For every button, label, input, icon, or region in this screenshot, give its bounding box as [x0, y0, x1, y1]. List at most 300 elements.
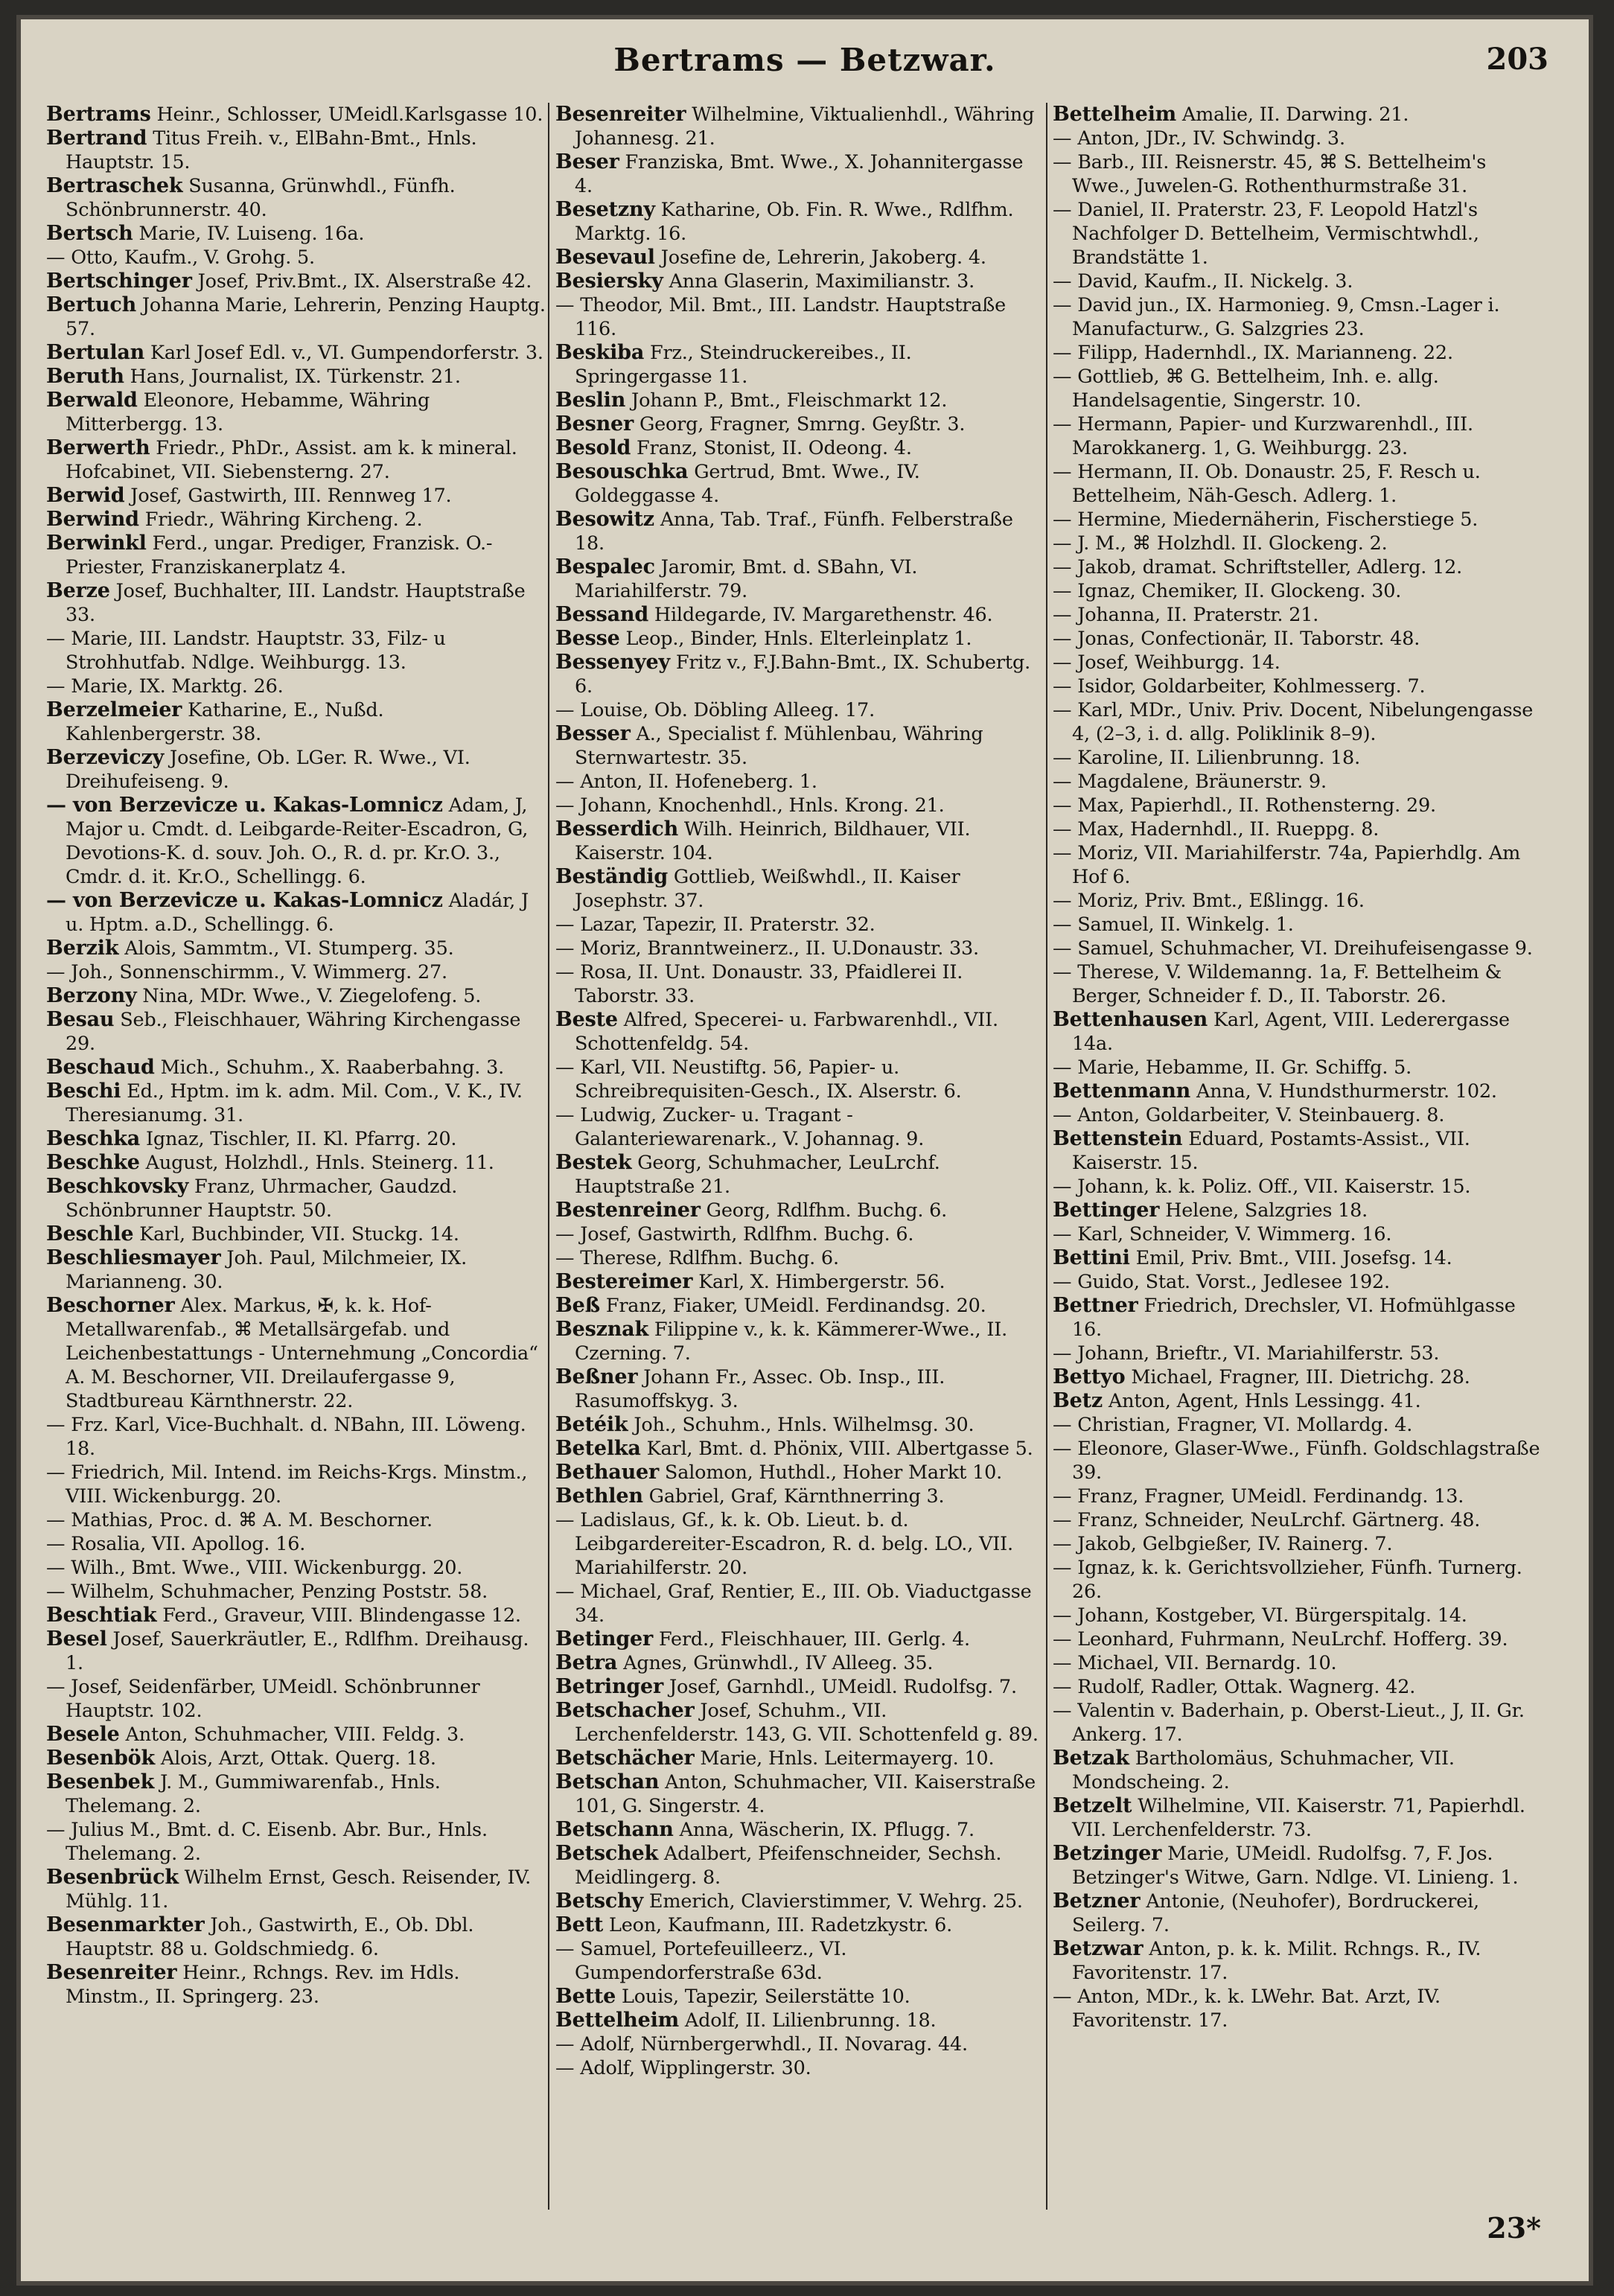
- directory-entry: [46, 1294, 546, 1413]
- directory-entry: [555, 1294, 1044, 1318]
- entry-surname: Bettelheim: [1053, 103, 1177, 126]
- entry-surname: Bette: [555, 1985, 616, 2008]
- directory-entry: [1053, 1890, 1547, 1937]
- entry-surname: Betschann: [555, 1818, 674, 1841]
- entry-details: Leop., Binder, Hnls. Elterleinplatz 1.: [619, 628, 972, 650]
- entry-details: Leon, Kaufmann, III. Radetzkystr. 6.: [603, 1914, 953, 1936]
- directory-entry: [1053, 1413, 1547, 1437]
- entry-details: Anna Glaserin, Maximilianstr. 3.: [663, 270, 975, 293]
- entry-details: — Jonas, Confectionär, II. Taborstr. 48.: [1053, 628, 1420, 650]
- directory-entry: [1053, 1651, 1547, 1675]
- entry-surname: Beruth: [46, 365, 124, 388]
- entry-details: Wilhelm Ernst, Gesch. Reisender, IV. Mühlg. 11.: [66, 1866, 532, 1913]
- entry-surname: Betinger: [555, 1627, 654, 1651]
- directory-entry: [1053, 1937, 1547, 1985]
- entry-details: Josefine de, Lehrerin, Jakoberg. 4.: [654, 246, 986, 269]
- entry-surname: Besserdich: [555, 817, 679, 841]
- entry-details: Johann P., Bmt., Fleischmarkt 12.: [625, 389, 948, 412]
- entry-details: — Eleonore, Glaser-Wwe., Fünfh. Goldschlagstraße 39.: [1053, 1438, 1540, 1484]
- entry-surname: Besner: [555, 412, 634, 436]
- entry-details: Josefine, Ob. LGer. R. Wwe., VI. Dreihufeiseng. 9.: [66, 747, 471, 793]
- entry-details: — Johann, Knochenhdl., Hnls. Krong. 21.: [555, 794, 945, 817]
- directory-entry: [1053, 1056, 1547, 1080]
- entry-details: Filippine v., k. k. Kämmerer-Wwe., II. Czerning. 7.: [575, 1318, 1007, 1365]
- directory-entry: [555, 1675, 1044, 1699]
- directory-entry: [1053, 603, 1547, 627]
- entry-details: — Filipp, Hadernhdl., IX. Marianneng. 22.: [1053, 342, 1453, 364]
- entry-surname: Bettenhausen: [1053, 1008, 1208, 1031]
- directory-entry: [46, 1222, 546, 1246]
- entry-surname: Beslin: [555, 389, 626, 412]
- entry-details: Michael, Fragner, III. Dietrichg. 28.: [1125, 1366, 1470, 1388]
- directory-entry: [46, 746, 546, 794]
- entry-details: Eduard, Postamts-Assist., VII. Kaiserstr. 15.: [1072, 1128, 1470, 1174]
- entry-details: — Hermann, Papier- und Kurzwarenhdl., III. Marokkanerg. 1, G. Weihburgg. 23.: [1053, 413, 1473, 459]
- entry-details: Alex. Markus, ✠, k. k. Hof-Metallwarenfab., ⌘ Metallsärgefab. und Leichenbestattungs - Unternehmung „Concordia“ A. M. Beschorner, VII. Dreilaufergasse 9, Stadtbureau Kärnthnerstr. 22.: [66, 1295, 538, 1412]
- directory-entry: [555, 865, 1044, 913]
- entry-details: — Wilh., Bmt. Wwe., VIII. Wickenburgg. 20.: [46, 1557, 463, 1579]
- entry-details: Georg, Schuhmacher, LeuLrchf. Hauptstraße 21.: [575, 1152, 940, 1198]
- entry-details: — Christian, Fragner, VI. Mollardg. 4.: [1053, 1414, 1413, 1436]
- entry-details: — David jun., IX. Harmonieg. 9, Cmsn.-Lager i. Manufacturw., G. Salzgries 23.: [1053, 294, 1500, 340]
- directory-entry: [46, 1413, 546, 1461]
- directory-entry: [46, 103, 546, 127]
- entry-surname: Bertrams: [46, 103, 151, 126]
- entry-details: — Magdalene, Bräunerstr. 9.: [1053, 771, 1327, 793]
- entry-surname: Beß: [555, 1294, 600, 1317]
- directory-entry: [1053, 913, 1547, 937]
- entry-surname: Betzner: [1053, 1890, 1141, 1913]
- entry-details: — Julius M., Bmt. d. C. Eisenb. Abr. Bur., Hnls. Thelemang. 2.: [46, 1819, 488, 1865]
- entry-surname: Berzelmeier: [46, 698, 182, 721]
- entry-details: Helene, Salzgries 18.: [1159, 1199, 1368, 1222]
- entry-details: — Johanna, II. Praterstr. 21.: [1053, 604, 1319, 626]
- directory-entry: [555, 722, 1044, 770]
- directory-entry: [555, 436, 1044, 460]
- entry-details: — Marie, IX. Marktg. 26.: [46, 675, 284, 698]
- entry-details: Wilhelmine, Viktualienhdl., Währing Johannesg. 21.: [575, 103, 1035, 150]
- entry-details: — Daniel, II. Praterstr. 23, F. Leopold Hatzl's Nachfolger D. Bettelheim, Vermischtwhdl., Brandstätte 1.: [1053, 199, 1479, 269]
- entry-surname: Besel: [46, 1627, 107, 1651]
- directory-entry: [555, 1365, 1044, 1413]
- directory-entry: [1053, 555, 1547, 579]
- entry-surname: Bettyo: [1053, 1365, 1126, 1388]
- directory-entry: [555, 150, 1044, 198]
- entry-details: Antonie, (Neuhofer), Bordruckerei, Seilerg. 7.: [1072, 1890, 1479, 1936]
- entry-surname: Bertsch: [46, 222, 133, 245]
- directory-entry: [1053, 817, 1547, 841]
- directory-entry: [1053, 532, 1547, 555]
- directory-entry: [1053, 1699, 1547, 1747]
- entry-surname: Beskiba: [555, 341, 645, 364]
- entry-surname: Beschliesmayer: [46, 1246, 221, 1269]
- entry-details: Louis, Tapezir, Seilerstätte 10.: [616, 1986, 910, 2008]
- entry-details: — Valentin v. Baderhain, p. Oberst-Lieut., J, II. Gr. Ankerg. 17.: [1053, 1700, 1525, 1746]
- directory-entry: [1053, 1627, 1547, 1651]
- directory-entry: [1053, 746, 1547, 770]
- directory-entry: [1053, 412, 1547, 460]
- entry-details: Anna, Wäscherin, IX. Pflugg. 7.: [673, 1819, 975, 1841]
- directory-entry: [46, 1461, 546, 1508]
- entry-details: Johann Fr., Assec. Ob. Insp., III. Rasumoffskyg. 3.: [575, 1366, 945, 1412]
- entry-details: Marie, IV. Luiseng. 16a.: [133, 223, 365, 245]
- entry-details: Georg, Rdlfhm. Buchg. 6.: [700, 1199, 948, 1222]
- directory-entry: [555, 651, 1044, 698]
- directory-entry: [555, 1770, 1044, 1818]
- entry-details: — Wilhelm, Schuhmacher, Penzing Poststr. 58.: [46, 1581, 488, 1603]
- directory-entry: [1053, 1080, 1547, 1103]
- entry-details: Friedr., PhDr., Assist. am k. k mineral. Hofcabinet, VII. Siebensterng. 27.: [66, 437, 517, 483]
- entry-details: Franziska, Bmt. Wwe., X. Johannitergasse 4.: [575, 151, 1024, 197]
- entry-details: Josef, Schuhm., VII. Lerchenfelderstr. 143, G. VII. Schottenfeld g. 89.: [575, 1700, 1039, 1746]
- directory-entry: [1053, 1985, 1547, 2032]
- directory-entry: [555, 508, 1044, 555]
- entry-details: — Rudolf, Radler, Ottak. Wagnerg. 42.: [1053, 1676, 1416, 1698]
- entry-surname: Bestek: [555, 1151, 632, 1174]
- entry-details: — Lazar, Tapezir, II. Praterstr. 32.: [555, 913, 875, 936]
- entry-surname: Bertrand: [46, 127, 147, 150]
- directory-entry: [555, 103, 1044, 150]
- entry-details: Friedr., Währing Kircheng. 2.: [138, 508, 423, 531]
- entry-details: Emerich, Clavierstimmer, V. Wehrg. 25.: [643, 1890, 1023, 1913]
- entry-details: — J. M., ⌘ Holzhdl. II. Glockeng. 2.: [1053, 532, 1388, 555]
- directory-entry: [555, 246, 1044, 270]
- directory-entry: [1053, 579, 1547, 603]
- entry-details: Katharine, E., Nußd. Kahlenbergerstr. 38.: [66, 699, 384, 745]
- entry-details: — Johann, Brieftr., VI. Mariahilferstr. 53.: [1053, 1342, 1440, 1365]
- directory-entry: [46, 698, 546, 746]
- column-3: [1053, 103, 1547, 2172]
- directory-entry: [555, 1985, 1044, 2009]
- directory-entry: [1053, 1842, 1547, 1890]
- directory-entry: [46, 1508, 546, 1532]
- directory-entry: [46, 532, 546, 579]
- directory-entry: [1053, 889, 1547, 913]
- entry-surname: Bertuch: [46, 293, 136, 316]
- entry-details: Katharine, Ob. Fin. R. Wwe., Rdlfhm. Marktg. 16.: [575, 199, 1014, 245]
- entry-surname: — von Berzevicze u. Kakas-Lomnicz: [46, 794, 443, 817]
- directory-entry: [46, 675, 546, 698]
- entry-surname: Beständig: [555, 865, 669, 888]
- entry-surname: Bessenyey: [555, 651, 670, 674]
- directory-entry: [1053, 1103, 1547, 1127]
- directory-entry: [1053, 1342, 1547, 1365]
- directory-entry: [46, 1604, 546, 1627]
- entry-details: — Karl, MDr., Univ. Priv. Docent, Nibelungengasse 4, (2–3, i. d. allg. Poliklinik 8–9).: [1053, 699, 1534, 745]
- entry-surname: Besenreiter: [555, 103, 686, 126]
- entry-details: — Michael, Graf, Rentier, E., III. Ob. Viaductgasse 34.: [555, 1581, 1032, 1627]
- entry-surname: Berzeviczy: [46, 746, 165, 769]
- entry-surname: Betzak: [1053, 1747, 1129, 1770]
- directory-entry: [1053, 698, 1547, 746]
- entry-details: — Guido, Stat. Vorst., Jedlesee 192.: [1053, 1271, 1390, 1293]
- entry-surname: Betelka: [555, 1437, 641, 1460]
- entry-surname: Bertulan: [46, 341, 145, 364]
- directory-entry: [46, 270, 546, 293]
- entry-details: — Therese, Rdlfhm. Buchg. 6.: [555, 1247, 839, 1269]
- entry-surname: Berwald: [46, 389, 138, 412]
- directory-entry: [46, 174, 546, 222]
- directory-entry: [1053, 1556, 1547, 1604]
- entry-details: — Franz, Fragner, UMeidl. Ferdinandg. 13.: [1053, 1485, 1464, 1508]
- running-head: Bertrams — Betzwar.: [613, 42, 996, 78]
- entry-details: — Moriz, Priv. Bmt., Eßlingg. 16.: [1053, 890, 1365, 912]
- directory-entry: [1053, 508, 1547, 532]
- entry-details: — Franz, Schneider, NeuLrchf. Gärtnerg. 48.: [1053, 1509, 1481, 1531]
- entry-details: Wilh. Heinrich, Bildhauer, VII. Kaiserstr. 104.: [575, 818, 971, 864]
- entry-surname: Beschi: [46, 1080, 121, 1103]
- entry-details: Nina, MDr. Wwe., V. Ziegelofeng. 5.: [136, 985, 482, 1007]
- directory-entry: [555, 1580, 1044, 1627]
- directory-entry: [1053, 1222, 1547, 1246]
- entry-surname: Beschle: [46, 1222, 134, 1246]
- entry-details: — Barb., III. Reisnerstr. 45, ⌘ S. Bettelheim's Wwe., Juwelen-G. Rothenthurmstraße 31.: [1053, 151, 1487, 197]
- directory-entry: [46, 579, 546, 627]
- page-number: 203: [1486, 42, 1548, 77]
- entry-details: — Anton, II. Hofeneberg. 1.: [555, 771, 817, 793]
- entry-surname: Betschan: [555, 1770, 660, 1793]
- directory-entry: [555, 603, 1044, 627]
- entry-details: Aladár, J u. Hptm. a.D., Schellingg. 6.: [66, 890, 529, 936]
- directory-entry: [46, 1580, 546, 1604]
- entry-details: A., Specialist f. Mühlenbau, Währing Sternwartestr. 35.: [575, 723, 983, 769]
- directory-entry: [1053, 127, 1547, 150]
- entry-details: Anna, Tab. Traf., Fünfh. Felberstraße 18.: [575, 508, 1013, 555]
- entry-details: Ferd., ungar. Prediger, Franzisk. O.-Priester, Franziskanerplatz 4.: [66, 532, 493, 578]
- column-divider: [548, 103, 549, 2210]
- entry-details: Alois, Sammtm., VI. Stumperg. 35.: [118, 937, 454, 960]
- entry-details: Gertrud, Bmt. Wwe., IV. Goldeggasse 4.: [575, 461, 920, 507]
- directory-entry: [555, 1246, 1044, 1270]
- directory-entry: [46, 1151, 546, 1175]
- entry-surname: Betschächer: [555, 1747, 695, 1770]
- entry-details: — Ludwig, Zucker- u. Tragant - Galanteriewarenark., V. Johannag. 9.: [555, 1104, 925, 1150]
- entry-details: Franz, Stonist, II. Odeong. 4.: [631, 437, 912, 459]
- entry-surname: Besiersky: [555, 270, 663, 293]
- directory-entry: [555, 1222, 1044, 1246]
- entry-surname: Besenreiter: [46, 1961, 177, 1984]
- entry-details: — Isidor, Goldarbeiter, Kohlmesserg. 7.: [1053, 675, 1426, 698]
- entry-surname: Beschka: [46, 1127, 141, 1150]
- directory-entry: [46, 1770, 546, 1818]
- directory-entry: [555, 2032, 1044, 2056]
- directory-entry: [1053, 293, 1547, 341]
- entry-details: Alfred, Specerei- u. Farbwarenhdl., VII. Schottenfeldg. 54.: [575, 1009, 998, 1055]
- entry-details: Adalbert, Pfeifenschneider, Sechsh. Meidlingerg. 8.: [575, 1843, 1002, 1889]
- directory-entry: [46, 293, 546, 341]
- entry-surname: Besznak: [555, 1318, 648, 1341]
- entry-details: Eleonore, Hebamme, Währing Mitterbergg. 13.: [66, 389, 430, 436]
- directory-entry: [46, 1246, 546, 1294]
- directory-entry: [555, 2056, 1044, 2080]
- entry-details: — Rosalia, VII. Apollog. 16.: [46, 1533, 306, 1555]
- directory-entry: [555, 1151, 1044, 1199]
- directory-entry: [46, 341, 546, 365]
- directory-entry: [46, 365, 546, 389]
- entry-surname: Bespalec: [555, 555, 655, 578]
- entry-details: Karl, Buchbinder, VII. Stuckg. 14.: [133, 1223, 459, 1246]
- entry-details: Josef, Gastwirth, III. Rennweg 17.: [124, 485, 452, 507]
- entry-surname: Berwid: [46, 484, 125, 507]
- entry-details: — Michael, VII. Bernardg. 10.: [1053, 1652, 1337, 1674]
- directory-entry: [1053, 1532, 1547, 1556]
- entry-surname: Berze: [46, 579, 110, 602]
- directory-entry: [46, 484, 546, 508]
- directory-entry: [46, 1747, 546, 1770]
- entry-details: — Moriz, Branntweinerz., II. U.Donaustr. 33.: [555, 937, 979, 960]
- entry-details: Hildegarde, IV. Margarethenstr. 46.: [648, 604, 993, 626]
- entry-surname: Beschtiak: [46, 1604, 157, 1627]
- entry-details: Ferd., Fleischhauer, III. Gerlg. 4.: [653, 1628, 970, 1651]
- entry-surname: Besevaul: [555, 246, 655, 269]
- entry-details: Franz, Fiaker, UMeidl. Ferdinandsg. 20.: [599, 1295, 986, 1317]
- page-header: [16, 37, 1593, 89]
- entry-surname: Bertschinger: [46, 270, 192, 293]
- entry-details: Friedrich, Drechsler, VI. Hofmühlgasse 16.: [1072, 1295, 1516, 1341]
- directory-entry: [555, 817, 1044, 865]
- directory-entry: [46, 1056, 546, 1080]
- entry-surname: Bethlen: [555, 1485, 643, 1508]
- directory-entry: [1053, 960, 1547, 1008]
- column-divider: [1046, 103, 1047, 2210]
- directory-entry: [555, 555, 1044, 603]
- entry-details: — Frz. Karl, Vice-Buchhalt. d. NBahn, III. Löweng. 18.: [46, 1414, 526, 1460]
- entry-details: Agnes, Grünwhdl., IV Alleeg. 35.: [617, 1652, 934, 1674]
- entry-details: — Max, Hadernhdl., II. Rueppg. 8.: [1053, 818, 1379, 841]
- entry-surname: Besele: [46, 1723, 120, 1746]
- entry-details: Karl, Bmt. d. Phönix, VIII. Albertgasse 5.: [640, 1438, 1033, 1460]
- entry-details: — Louise, Ob. Döbling Alleeg. 17.: [555, 699, 875, 721]
- entry-details: Susanna, Grünwhdl., Fünfh. Schönbrunnerstr. 40.: [66, 175, 456, 221]
- entry-surname: Bettinger: [1053, 1199, 1160, 1222]
- entry-details: Titus Freih. v., ElBahn-Bmt., Hnls. Hauptstr. 15.: [66, 127, 477, 173]
- entry-surname: Beschorner: [46, 1294, 175, 1317]
- directory-entry: [1053, 841, 1547, 889]
- entry-details: Josef, Priv.Bmt., IX. Alserstraße 42.: [191, 270, 532, 293]
- entry-details: — Leonhard, Fuhrmann, NeuLrchf. Hofferg. 39.: [1053, 1628, 1508, 1651]
- entry-details: — Theodor, Mil. Bmt., III. Landstr. Hauptstraße 116.: [555, 294, 1007, 340]
- directory-entry: [46, 1723, 546, 1747]
- entry-surname: Bestenreiner: [555, 1199, 701, 1222]
- entry-details: — Ignaz, Chemiker, II. Glockeng. 30.: [1053, 580, 1402, 602]
- entry-surname: Bertraschek: [46, 174, 183, 197]
- directory-entry: [46, 1866, 546, 1913]
- directory-entry: [1053, 1747, 1547, 1794]
- entry-details: Josef, Sauerkräutler, E., Rdlfhm. Dreihausg. 1.: [66, 1628, 529, 1674]
- entry-details: — Samuel, Schuhmacher, VI. Dreihufeisengasse 9.: [1053, 937, 1533, 960]
- directory-entry: [555, 1413, 1044, 1437]
- entry-surname: Beste: [555, 1008, 618, 1031]
- entry-details: — Mathias, Proc. d. ⌘ A. M. Beschorner.: [46, 1509, 433, 1531]
- entry-details: — Josef, Weihburgg. 14.: [1053, 651, 1280, 674]
- entry-details: — Gottlieb, ⌘ G. Bettelheim, Inh. e. allg. Handelsagentie, Singerstr. 10.: [1053, 366, 1439, 412]
- entry-surname: Bestereimer: [555, 1270, 693, 1293]
- directory-entry: [555, 1651, 1044, 1675]
- directory-entry: [1053, 150, 1547, 198]
- directory-entry: [1053, 1794, 1547, 1842]
- entry-details: Karl Josef Edl. v., VI. Gumpendorferstr. 3.: [144, 342, 543, 364]
- entry-details: Seb., Fleischhauer, Währing Kirchengasse 29.: [66, 1009, 521, 1055]
- entry-details: — Samuel, II. Winkelg. 1.: [1053, 913, 1294, 936]
- entry-details: Anton, p. k. k. Milit. Rchngs. R., IV. Favoritenstr. 17.: [1072, 1938, 1481, 1984]
- entry-surname: Beschke: [46, 1151, 140, 1174]
- entry-details: — Anton, Goldarbeiter, V. Steinbauerg. 8.: [1053, 1104, 1445, 1126]
- directory-entry: [46, 1913, 546, 1961]
- column-2: [555, 103, 1044, 2172]
- entry-surname: Besenmarkter: [46, 1913, 205, 1936]
- entry-details: Josef, Buchhalter, III. Landstr. Hauptstraße 33.: [66, 580, 526, 626]
- directory-entry: [46, 389, 546, 436]
- entry-surname: Bettner: [1053, 1294, 1138, 1317]
- entry-details: — Karl, VII. Neustiftg. 56, Papier- u. Schreibrequisiten-Gesch., IX. Alserstr. 6.: [555, 1056, 962, 1103]
- directory-entry: [555, 1913, 1044, 1937]
- entry-surname: Bettenstein: [1053, 1127, 1183, 1150]
- entry-details: Marie, UMeidl. Rudolfsg. 7, F. Jos. Betzinger's Witwe, Garn. Ndlge. VI. Linieng. 1.: [1072, 1843, 1519, 1889]
- entry-details: — Rosa, II. Unt. Donaustr. 33, Pfaidlerei II. Taborstr. 33.: [555, 961, 963, 1007]
- entry-surname: Besowitz: [555, 508, 654, 531]
- entry-details: Bartholomäus, Schuhmacher, VII. Mondscheing. 2.: [1072, 1747, 1455, 1793]
- entry-details: Salomon, Huthdl., Hoher Markt 10.: [659, 1461, 1003, 1484]
- entry-details: — Hermann, II. Ob. Donaustr. 25, F. Resch u. Bettelheim, Näh-Gesch. Adlerg. 1.: [1053, 461, 1481, 507]
- directory-entry: [1053, 1365, 1547, 1389]
- directory-entry: [1053, 1485, 1547, 1508]
- directory-entry: [555, 1461, 1044, 1485]
- directory-entry: [1053, 1675, 1547, 1699]
- entry-details: — Adolf, Wipplingerstr. 30.: [555, 2057, 811, 2079]
- entry-details: Joh. Paul, Milchmeier, IX. Marianneng. 30.: [66, 1247, 468, 1293]
- entry-details: Joh., Schuhm., Hnls. Wilhelmsg. 30.: [628, 1414, 975, 1436]
- directory-entry: [555, 1818, 1044, 1842]
- directory-entry: [555, 1199, 1044, 1222]
- directory-entry: [1053, 198, 1547, 270]
- entry-details: Ferd., Graveur, VIII. Blindengasse 12.: [156, 1604, 521, 1627]
- entry-details: Fritz v., F.J.Bahn-Bmt., IX. Schubertg. 6.: [575, 651, 1030, 698]
- directory-entry: [46, 436, 546, 484]
- directory-entry: [1053, 460, 1547, 508]
- directory-entry: [1053, 627, 1547, 651]
- entry-surname: Beßner: [555, 1365, 638, 1388]
- entry-surname: Besenbrück: [46, 1866, 179, 1889]
- entry-surname: Betz: [1053, 1389, 1103, 1412]
- directory-entry: [555, 412, 1044, 436]
- entry-details: Ignaz, Tischler, II. Kl. Pfarrg. 20.: [140, 1128, 457, 1150]
- entry-details: Anton, Schuhmacher, VII. Kaiserstraße 101, G. Singerstr. 4.: [575, 1771, 1036, 1817]
- entry-details: Alois, Arzt, Ottak. Querg. 18.: [155, 1747, 436, 1770]
- entry-surname: Betzwar: [1053, 1937, 1143, 1960]
- directory-entry: [46, 1675, 546, 1723]
- directory-entry: [555, 794, 1044, 817]
- entry-details: — Johann, k. k. Poliz. Off., VII. Kaiserstr. 15.: [1053, 1176, 1471, 1198]
- directory-entry: [46, 127, 546, 174]
- directory-entry: [46, 937, 546, 960]
- entry-details: Wilhelmine, VII. Kaiserstr. 71, Papierhdl. VII. Lerchenfelderstr. 73.: [1072, 1795, 1525, 1841]
- directory-entry: [555, 1699, 1044, 1747]
- entry-details: Mich., Schuhm., X. Raaberbahng. 3.: [154, 1056, 504, 1079]
- entry-details: — Marie, III. Landstr. Hauptstr. 33, Filz- u Strohhutfab. Ndlge. Weihburgg. 13.: [46, 628, 446, 674]
- directory-entry: [46, 627, 546, 675]
- entry-details: — Therese, V. Wildemanng. 1a, F. Bettelheim & Berger, Schneider f. D., II. Taborstr. 26.: [1053, 961, 1502, 1007]
- directory-entry: [46, 1961, 546, 2009]
- entry-surname: Betringer: [555, 1675, 664, 1698]
- directory-entry: [555, 460, 1044, 508]
- entry-details: Amalie, II. Darwing. 21.: [1176, 103, 1409, 126]
- entry-details: Gabriel, Graf, Kärnthnerring 3.: [642, 1485, 945, 1508]
- entry-surname: Besser: [555, 722, 631, 745]
- entry-details: Heinr., Schlosser, UMeidl.Karlsgasse 10.: [150, 103, 543, 126]
- entry-details: — Jakob, Gelbgießer, IV. Rainerg. 7.: [1053, 1533, 1393, 1555]
- entry-details: Johanna Marie, Lehrerin, Penzing Hauptg. 57.: [66, 294, 546, 340]
- entry-details: Franz, Uhrmacher, Gaudzd. Schönbrunner Hauptstr. 50.: [66, 1176, 458, 1222]
